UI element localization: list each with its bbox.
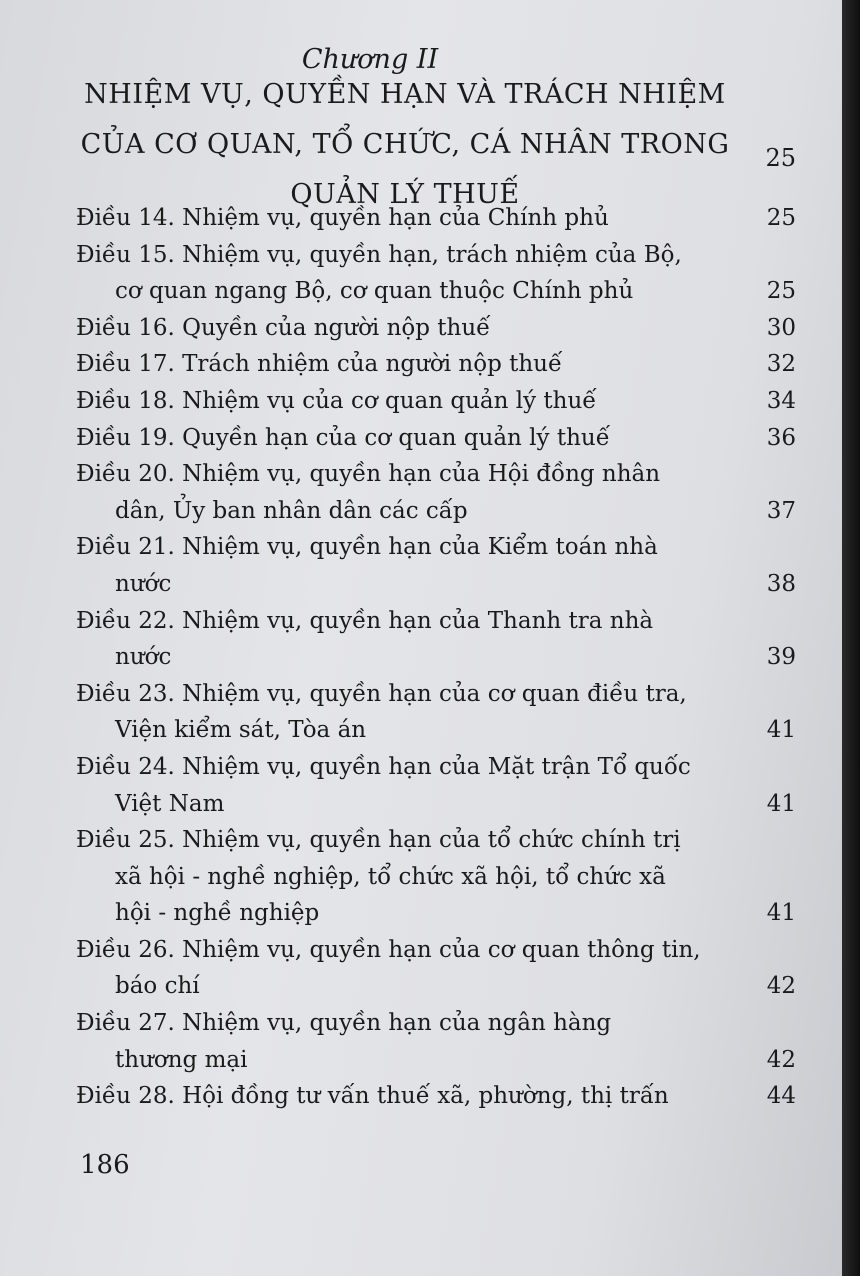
toc-entry-title-line: Điều 21. Nhiệm vụ, quyền hạn của Kiểm toán nhà bbox=[76, 534, 658, 561]
toc-entry-page-number: 34 bbox=[766, 387, 796, 414]
toc-entry-title-line: Điều 26. Nhiệm vụ, quyền hạn của cơ quan thông tin, bbox=[76, 936, 701, 963]
toc-entry-page-number: 25 bbox=[766, 205, 796, 231]
toc-entry bbox=[76, 749, 796, 822]
toc-entry bbox=[76, 456, 796, 529]
toc-entry bbox=[76, 200, 796, 237]
toc-entry-title-line: cơ quan ngang Bộ, cơ quan thuộc Chính phủ bbox=[115, 278, 634, 305]
toc-entry-title-line: Điều 25. Nhiệm vụ, quyền hạn của tổ chức chính trị bbox=[76, 827, 681, 854]
page-edge-shadow bbox=[842, 0, 860, 1276]
toc-entry-title-line: Điều 14. Nhiệm vụ, quyền hạn của Chính phủ bbox=[76, 205, 609, 231]
toc-entry-page-number: 44 bbox=[766, 1083, 796, 1110]
page-folio: 186 bbox=[80, 1150, 130, 1180]
chapter-title-line: NHIỆM VỤ, QUYỀN HẠN VÀ TRÁCH NHIỆM bbox=[84, 79, 726, 110]
toc-entry bbox=[76, 529, 796, 602]
toc-entry-title-line: Viện kiểm sát, Tòa án bbox=[115, 717, 367, 744]
toc-entry-page-number: 32 bbox=[766, 351, 796, 378]
toc-entry-page-number: 36 bbox=[766, 424, 796, 451]
toc-entry-page-number: 42 bbox=[766, 973, 796, 1000]
toc-entry-page-number: 41 bbox=[766, 717, 796, 744]
chapter-title bbox=[70, 70, 740, 220]
toc-entry bbox=[76, 237, 796, 310]
toc-entry-title-line: Điều 15. Nhiệm vụ, quyền hạn, trách nhiệm của Bộ, bbox=[76, 241, 682, 268]
toc-entry-title-line: Việt Nam bbox=[115, 790, 225, 817]
toc-entry-title-line: Điều 17. Trách nhiệm của người nộp thuế bbox=[76, 351, 563, 378]
toc-entry bbox=[76, 932, 796, 1005]
toc-entry-title-line: Điều 28. Hội đồng tư vấn thuế xã, phường, thị trấn bbox=[76, 1083, 669, 1110]
toc-entry-title-line: thương mại bbox=[115, 1046, 248, 1073]
toc-entry bbox=[76, 1005, 796, 1078]
chapter-title-line: QUẢN LÝ THUẾ bbox=[290, 179, 520, 210]
toc-entry-title-line: báo chí bbox=[115, 973, 200, 1000]
toc-entry-page-number: 41 bbox=[766, 900, 796, 927]
toc-entry bbox=[76, 383, 796, 420]
toc-entry bbox=[76, 1078, 796, 1115]
toc-entry-page-number: 30 bbox=[766, 314, 796, 341]
toc-entry-page-number: 42 bbox=[766, 1046, 796, 1073]
toc-entry-page-number: 37 bbox=[766, 497, 796, 524]
toc-entry-page-number: 41 bbox=[766, 790, 796, 817]
toc-entry bbox=[76, 310, 796, 347]
toc-entry-title-line: Điều 20. Nhiệm vụ, quyền hạn của Hội đồng nhân bbox=[76, 461, 661, 488]
table-of-contents bbox=[76, 200, 796, 1115]
chapter-title-line: CỦA CƠ QUAN, TỔ CHỨC, CÁ NHÂN TRONG bbox=[80, 129, 730, 160]
toc-entry-title-line: xã hội - nghề nghiệp, tổ chức xã hội, tổ chức xã bbox=[115, 863, 666, 890]
toc-entry bbox=[76, 676, 796, 749]
chapter-label: Chương II bbox=[301, 44, 439, 75]
toc-entry-title-line: Điều 19. Quyền hạn của cơ quan quản lý thuế bbox=[76, 424, 610, 451]
toc-entry-title-line: nước bbox=[115, 644, 172, 671]
toc-entry-title-line: hội - nghề nghiệp bbox=[115, 900, 320, 927]
toc-entry-page-number: 38 bbox=[766, 570, 796, 597]
toc-entry bbox=[76, 420, 796, 457]
chapter-page-number: 25 bbox=[765, 144, 796, 172]
toc-entry-title-line: nước bbox=[115, 570, 172, 597]
toc-entry-title-line: Điều 18. Nhiệm vụ của cơ quan quản lý thuế bbox=[76, 387, 597, 414]
toc-entry-title-line: Điều 16. Quyền của người nộp thuế bbox=[76, 314, 491, 341]
toc-entry-page-number: 25 bbox=[766, 278, 796, 305]
toc-entry-title-line: dân, Ủy ban nhân dân các cấp bbox=[115, 497, 468, 524]
toc-entry bbox=[76, 346, 796, 383]
toc-entry-title-line: Điều 24. Nhiệm vụ, quyền hạn của Mặt trận Tổ quốc bbox=[76, 753, 691, 780]
toc-entry-page-number: 39 bbox=[766, 644, 796, 671]
toc-entry-title-line: Điều 23. Nhiệm vụ, quyền hạn của cơ quan điều tra, bbox=[76, 680, 687, 707]
toc-entry-title-line: Điều 22. Nhiệm vụ, quyền hạn của Thanh tra nhà bbox=[76, 607, 654, 634]
toc-entry-title-line: Điều 27. Nhiệm vụ, quyền hạn của ngân hàng bbox=[76, 1010, 612, 1037]
toc-entry bbox=[76, 603, 796, 676]
toc-entry bbox=[76, 822, 796, 932]
